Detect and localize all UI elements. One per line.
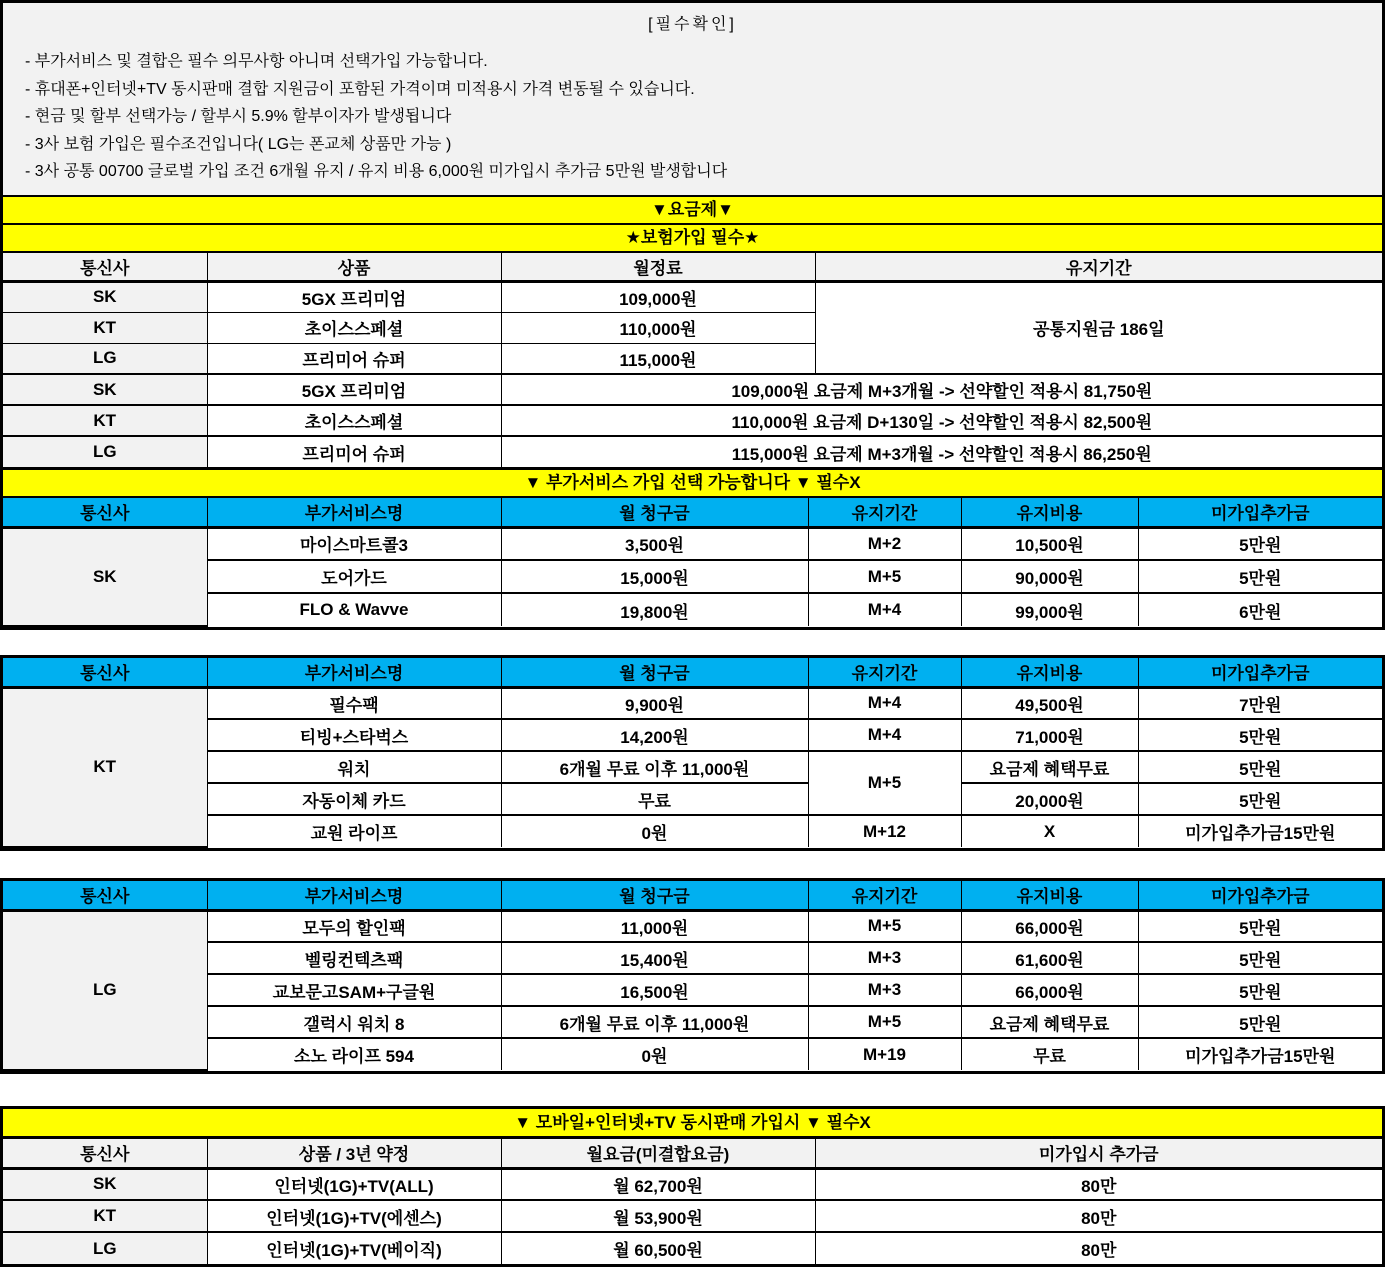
cell-product: 5GX 프리미엄 (207, 281, 501, 312)
cell-discount-detail: 115,000원 요금제 M+3개월 -> 선약할인 적용시 86,250원 (501, 436, 1382, 467)
cell-penalty: 5만원 (1138, 783, 1382, 815)
cell-addon-name: 티빙+스타벅스 (207, 719, 501, 751)
cell-period: M+3 (808, 942, 961, 974)
cell-carrier: SK (3, 281, 207, 312)
col-header-monthly-charge: 월 청구금 (501, 498, 808, 527)
col-header-penalty: 미가입추가금 (1138, 498, 1382, 527)
col-header-carrier: 통신사 (3, 1139, 207, 1168)
cell-cost: 요금제 혜택무료 (961, 1006, 1138, 1038)
block-spacer (0, 1074, 1385, 1106)
col-header-penalty: 미가입추가금 (1138, 658, 1382, 687)
cell-cost: 49,500원 (961, 687, 1138, 719)
addon-header-row (3, 881, 1382, 910)
cell-carrier: SK (3, 1168, 207, 1200)
cell-penalty: 80만 (815, 1168, 1382, 1200)
notice-bullet: - 3사 보험 가입은 필수조건입니다( LG는 폰교체 상품만 가능 ) (25, 135, 452, 153)
col-header-penalty: 미가입추가금 (1138, 881, 1382, 910)
table-row (3, 1038, 1382, 1070)
block-spacer (0, 630, 1385, 655)
addon-header-row (3, 658, 1382, 687)
cell-charge: 무료 (501, 783, 808, 815)
col-header-addon-name: 부가서비스명 (207, 658, 501, 687)
table-row (3, 1006, 1382, 1038)
notice-bullet: - 3사 공통 00700 글로벌 가입 조건 6개월 유지 / 유지 비용 6,000원 미가입시 추가금 5만원 발생합니다 (25, 163, 728, 180)
bundle-table (3, 1139, 1382, 1264)
cell-period: M+5 (808, 910, 961, 942)
col-header-maintain-period: 유지기간 (808, 658, 961, 687)
cell-addon-name: 워치 (207, 751, 501, 783)
table-row (3, 751, 1382, 783)
col-header-carrier: 통신사 (3, 881, 207, 910)
addon-table-sk (3, 498, 1382, 627)
cell-addon-name: 필수팩 (207, 687, 501, 719)
col-header-carrier: 통신사 (3, 252, 207, 281)
cell-cost: 요금제 혜택무료 (961, 751, 1138, 783)
notice-bullet: - 부가서비스 및 결합은 필수 의무사항 아니며 선택가입 가능합니다. (25, 53, 488, 70)
table-row (3, 910, 1382, 942)
notice-list (3, 48, 1382, 186)
cell-penalty: 80만 (815, 1232, 1382, 1264)
cell-cost: 61,600원 (961, 942, 1138, 974)
col-header-maintain-cost: 유지비용 (961, 658, 1138, 687)
rate-table (3, 251, 1382, 467)
cell-carrier: SK (3, 374, 207, 405)
cell-period: M+5 (808, 1006, 961, 1038)
cell-penalty: 5만원 (1138, 942, 1382, 974)
table-row (3, 405, 1382, 436)
cell-carrier: KT (3, 312, 207, 343)
col-header-addon-name: 부가서비스명 (207, 498, 501, 527)
col-header-maintain-period: 유지기간 (808, 881, 961, 910)
table-row (3, 436, 1382, 467)
notice-bullet: - 휴대폰+인터넷+TV 동시판매 결합 지원금이 포함된 가격이며 미적용시 가격 변동될 수 있습니다. (25, 80, 695, 98)
banner-insurance-required: ★보험가입 필수★ (3, 223, 1382, 251)
cell-penalty: 5만원 (1138, 751, 1382, 783)
bundle-header-row (3, 1139, 1382, 1168)
cell-product: 초이스스페셜 (207, 312, 501, 343)
col-header-maintain-cost: 유지비용 (961, 498, 1138, 527)
cell-charge: 15,000원 (501, 560, 808, 593)
table-row (3, 1200, 1382, 1232)
cell-cost: 무료 (961, 1038, 1138, 1070)
cell-period: M+4 (808, 687, 961, 719)
cell-addon-name: 마이스마트콜3 (207, 527, 501, 560)
cell-addon-name: 교원 라이프 (207, 815, 501, 847)
cell-addon-name: 갤럭시 워치 8 (207, 1006, 501, 1038)
cell-product: 인터넷(1G)+TV(베이직) (207, 1232, 501, 1264)
table-row (3, 942, 1382, 974)
col-header-penalty: 미가입시 추가금 (815, 1139, 1382, 1168)
cell-carrier: LG (3, 343, 207, 374)
cell-penalty: 80만 (815, 1200, 1382, 1232)
cell-charge: 6개월 무료 이후 11,000원 (501, 1006, 808, 1038)
col-header-maintain-period: 유지기간 (808, 498, 961, 527)
cell-penalty: 5만원 (1138, 1006, 1382, 1038)
cell-period: M+12 (808, 815, 961, 847)
cell-addon-name: 벨링컨텍츠팩 (207, 942, 501, 974)
cell-discount-detail: 109,000원 요금제 M+3개월 -> 선약할인 적용시 81,750원 (501, 374, 1382, 405)
cell-penalty: 미가입추가금15만원 (1138, 1038, 1382, 1070)
addon-table-kt (3, 658, 1382, 848)
cell-charge: 19,800원 (501, 593, 808, 626)
cell-product: 초이스스페셜 (207, 405, 501, 436)
cell-penalty: 미가입추가금15만원 (1138, 815, 1382, 847)
notice-title: [필수확인] (648, 16, 737, 33)
cell-penalty: 5만원 (1138, 560, 1382, 593)
col-header-product-contract: 상품 / 3년 약정 (207, 1139, 501, 1168)
table-row (3, 560, 1382, 593)
notice-section (3, 3, 1382, 195)
banner-bundle: ▼ 모바일+인터넷+TV 동시판매 가입시 ▼ 필수X (3, 1109, 1382, 1139)
cell-addon-name: 소노 라이프 594 (207, 1038, 501, 1070)
table-row (3, 719, 1382, 751)
col-header-monthly-fee: 월정료 (501, 252, 815, 281)
cell-product: 인터넷(1G)+TV(ALL) (207, 1168, 501, 1200)
cell-price: 115,000원 (501, 343, 815, 374)
cell-cost: X (961, 815, 1138, 847)
cell-carrier: KT (3, 687, 207, 847)
cell-charge: 0원 (501, 1038, 808, 1070)
cell-period: M+4 (808, 593, 961, 626)
cell-period: M+19 (808, 1038, 961, 1070)
cell-charge: 9,900원 (501, 687, 808, 719)
cell-addon-name: 자동이체 카드 (207, 783, 501, 815)
cell-cost: 10,500원 (961, 527, 1138, 560)
cell-penalty: 5만원 (1138, 974, 1382, 1006)
banner-addon-optional: ▼ 부가서비스 가입 선택 가능합니다 ▼ 필수X (3, 467, 1382, 498)
cell-cost: 66,000원 (961, 910, 1138, 942)
cell-charge: 16,500원 (501, 974, 808, 1006)
col-header-maintain-cost: 유지비용 (961, 881, 1138, 910)
table-row (3, 815, 1382, 847)
cell-charge: 6개월 무료 이후 11,000원 (501, 751, 808, 783)
col-header-monthly-fee: 월요금(미결합요금) (501, 1139, 815, 1168)
cell-carrier: KT (3, 1200, 207, 1232)
cell-carrier: LG (3, 910, 207, 1070)
cell-price: 월 53,900원 (501, 1200, 815, 1232)
cell-penalty: 5만원 (1138, 910, 1382, 942)
cell-charge: 3,500원 (501, 527, 808, 560)
cell-period: M+2 (808, 527, 961, 560)
cell-addon-name: 도어가드 (207, 560, 501, 593)
table-row (3, 593, 1382, 626)
cell-carrier: LG (3, 1232, 207, 1264)
addon-block-lg (0, 878, 1385, 1074)
cell-charge: 14,200원 (501, 719, 808, 751)
addon-table-lg (3, 881, 1382, 1071)
table-row (3, 974, 1382, 1006)
cell-cost: 20,000원 (961, 783, 1138, 815)
cell-period: M+4 (808, 719, 961, 751)
bundle-block (0, 1106, 1385, 1267)
block-spacer (0, 851, 1385, 878)
cell-maintain-note: 공통지원금 186일 (815, 281, 1382, 374)
notice-bullet: - 현금 및 할부 선택가능 / 할부시 5.9% 할부이자가 발생됩니다 (25, 108, 452, 125)
table-row (3, 687, 1382, 719)
addon-block-kt (0, 655, 1385, 851)
cell-addon-name: 모두의 할인팩 (207, 910, 501, 942)
cell-cost: 66,000원 (961, 974, 1138, 1006)
cell-charge: 15,400원 (501, 942, 808, 974)
col-header-carrier: 통신사 (3, 498, 207, 527)
cell-addon-name: FLO & Wavve (207, 593, 501, 626)
table-row (3, 1168, 1382, 1200)
cell-price: 월 62,700원 (501, 1168, 815, 1200)
cell-cost: 90,000원 (961, 560, 1138, 593)
cell-price: 109,000원 (501, 281, 815, 312)
addon-header-row (3, 498, 1382, 527)
col-header-monthly-charge: 월 청구금 (501, 881, 808, 910)
cell-period-merged: M+5 (808, 751, 961, 815)
cell-penalty: 5만원 (1138, 719, 1382, 751)
table-row (3, 1232, 1382, 1264)
cell-penalty: 6만원 (1138, 593, 1382, 626)
table-row (3, 527, 1382, 560)
cell-carrier: LG (3, 436, 207, 467)
col-header-maintain-period: 유지기간 (815, 252, 1382, 281)
cell-product: 인터넷(1G)+TV(에센스) (207, 1200, 501, 1232)
banner-rate-plan: ▼요금제▼ (3, 195, 1382, 223)
col-header-carrier: 통신사 (3, 658, 207, 687)
col-header-product: 상품 (207, 252, 501, 281)
table-row (3, 281, 1382, 312)
cell-period: M+5 (808, 560, 961, 593)
main-block (0, 0, 1385, 630)
cell-penalty: 5만원 (1138, 527, 1382, 560)
cell-discount-detail: 110,000원 요금제 D+130일 -> 선약할인 적용시 82,500원 (501, 405, 1382, 436)
col-header-monthly-charge: 월 청구금 (501, 658, 808, 687)
cell-charge: 0원 (501, 815, 808, 847)
col-header-addon-name: 부가서비스명 (207, 881, 501, 910)
cell-penalty: 7만원 (1138, 687, 1382, 719)
cell-carrier: KT (3, 405, 207, 436)
cell-product: 5GX 프리미엄 (207, 374, 501, 405)
cell-charge: 11,000원 (501, 910, 808, 942)
table-row (3, 783, 1382, 815)
cell-product: 프리미어 슈퍼 (207, 436, 501, 467)
cell-product: 프리미어 슈퍼 (207, 343, 501, 374)
cell-cost: 71,000원 (961, 719, 1138, 751)
table-row (3, 374, 1382, 405)
cell-period: M+3 (808, 974, 961, 1006)
cell-price: 110,000원 (501, 312, 815, 343)
cell-cost: 99,000원 (961, 593, 1138, 626)
cell-carrier: SK (3, 527, 207, 626)
cell-price: 월 60,500원 (501, 1232, 815, 1264)
rate-table-header-row (3, 252, 1382, 281)
cell-addon-name: 교보문고SAM+구글원 (207, 974, 501, 1006)
